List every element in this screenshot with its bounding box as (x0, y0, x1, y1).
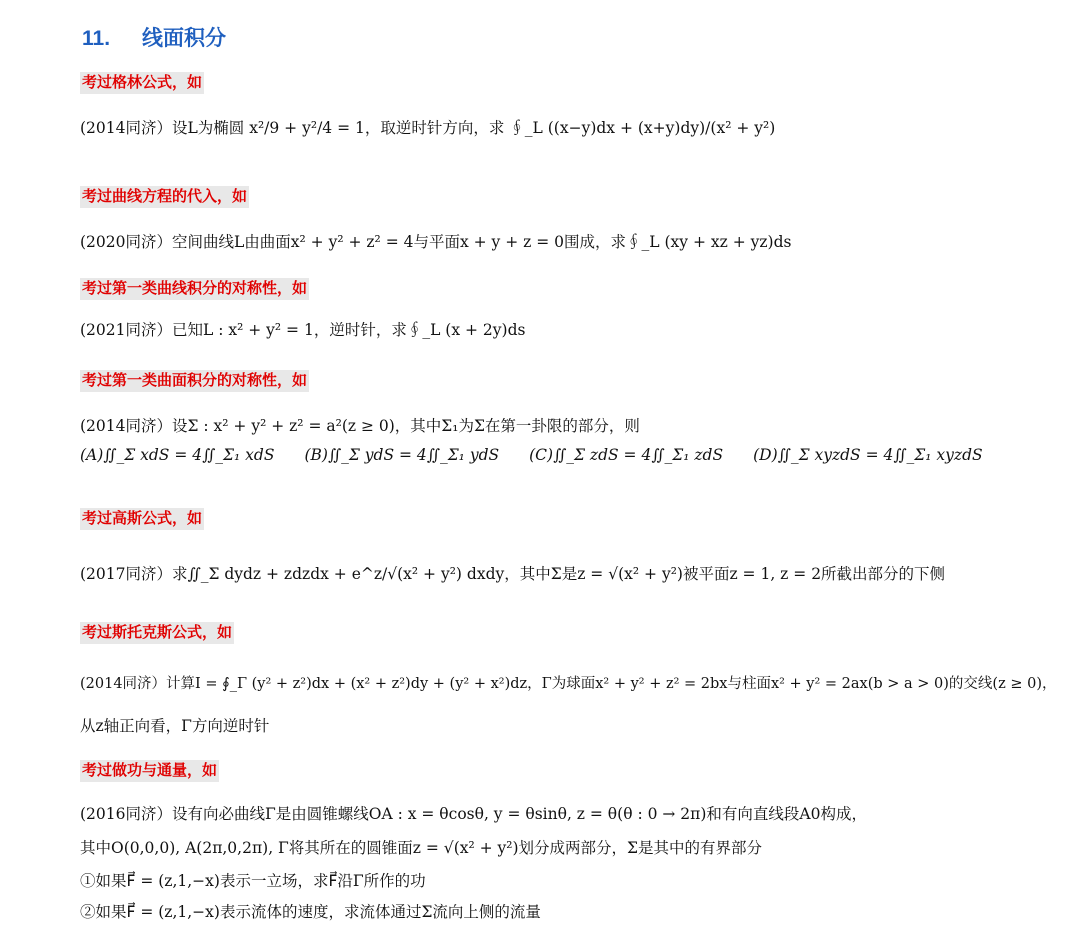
problem-stokes: (2014同济）计算I = ∮_Γ (y² + z²)dx + (x² + z²)dy + (y² + x²)dz，Γ为球面x² + y² + z² = 2bx与柱面x² + y² = 2ax(b > a > 0)的交线(z ≥ 0)， (80, 676, 1057, 692)
topic-header-line-symmetry: 考过第一类曲线积分的对称性，如 (80, 278, 309, 300)
option-d: (D)∬_Σ xyzdS = 4∬_Σ₁ xyzdS (753, 446, 983, 464)
problem-green: (2014同济）设L为椭圆 x²/9 + y²/4 = 1，取逆时针方向，求 ∮_L ((x−y)dx + (x+y)dy)/(x² + y²) (80, 119, 776, 137)
option-b: (B)∬_Σ ydS = 4∬_Σ₁ ydS (304, 446, 500, 464)
topic-header-green: 考过格林公式，如 (80, 72, 204, 94)
problem-work-flux-3: ①如果F⃗ = (z,1,−x)表示一立场，求F⃗沿Γ所作的功 (80, 872, 426, 890)
section-number: 11. (82, 27, 111, 50)
topic-header-substitution: 考过曲线方程的代入，如 (80, 186, 249, 208)
section-title: 线面积分 (142, 27, 226, 50)
topic-header-work-flux: 考过做功与通量，如 (80, 760, 219, 782)
problem-work-flux-2: 其中O(0,0,0), A(2π,0,2π), Γ将其所在的圆锥面z = √(x² + y²)划分成两部分，Σ是其中的有界部分 (80, 839, 763, 857)
problem-gauss: (2017同济）求∬_Σ dydz + zdzdx + e^z/√(x² + y²) dxdy，其中Σ是z = √(x² + y²)被平面z = 1, z = 2所截出部分的下侧 (80, 565, 946, 583)
problem-surface-symmetry: (2014同济）设Σ : x² + y² + z² = a²(z ≥ 0)，其中Σ₁为Σ在第一卦限的部分，则 (80, 417, 640, 435)
problem-line-symmetry: (2021同济）已知L : x² + y² = 1，逆时针，求∮_L (x + 2y)ds (80, 321, 526, 339)
page-title (82, 22, 226, 52)
topic-header-surface-symmetry: 考过第一类曲面积分的对称性，如 (80, 370, 309, 392)
option-a: (A)∬_Σ xdS = 4∬_Σ₁ xdS (80, 446, 275, 464)
problem-stokes-cont: 从z轴正向看，Γ方向逆时针 (80, 717, 270, 735)
topic-header-stokes: 考过斯托克斯公式，如 (80, 622, 234, 644)
topic-header-gauss: 考过高斯公式，如 (80, 508, 204, 530)
option-c: (C)∬_Σ zdS = 4∬_Σ₁ zdS (529, 446, 724, 464)
problem-work-flux-4: ②如果F⃗ = (z,1,−x)表示流体的速度，求流体通过Σ流向上侧的流量 (80, 903, 541, 921)
answer-options (80, 446, 1013, 464)
problem-work-flux-1: (2016同济）设有向必曲线Γ是由圆锥螺线OA : x = θcosθ, y = θsinθ, z = θ(θ : 0 → 2π)和有向直线段A0构成， (80, 805, 867, 823)
problem-substitution: (2020同济）空间曲线L由曲面x² + y² + z² = 4与平面x + y + z = 0围成，求∮_L (xy + xz + yz)ds (80, 233, 792, 251)
